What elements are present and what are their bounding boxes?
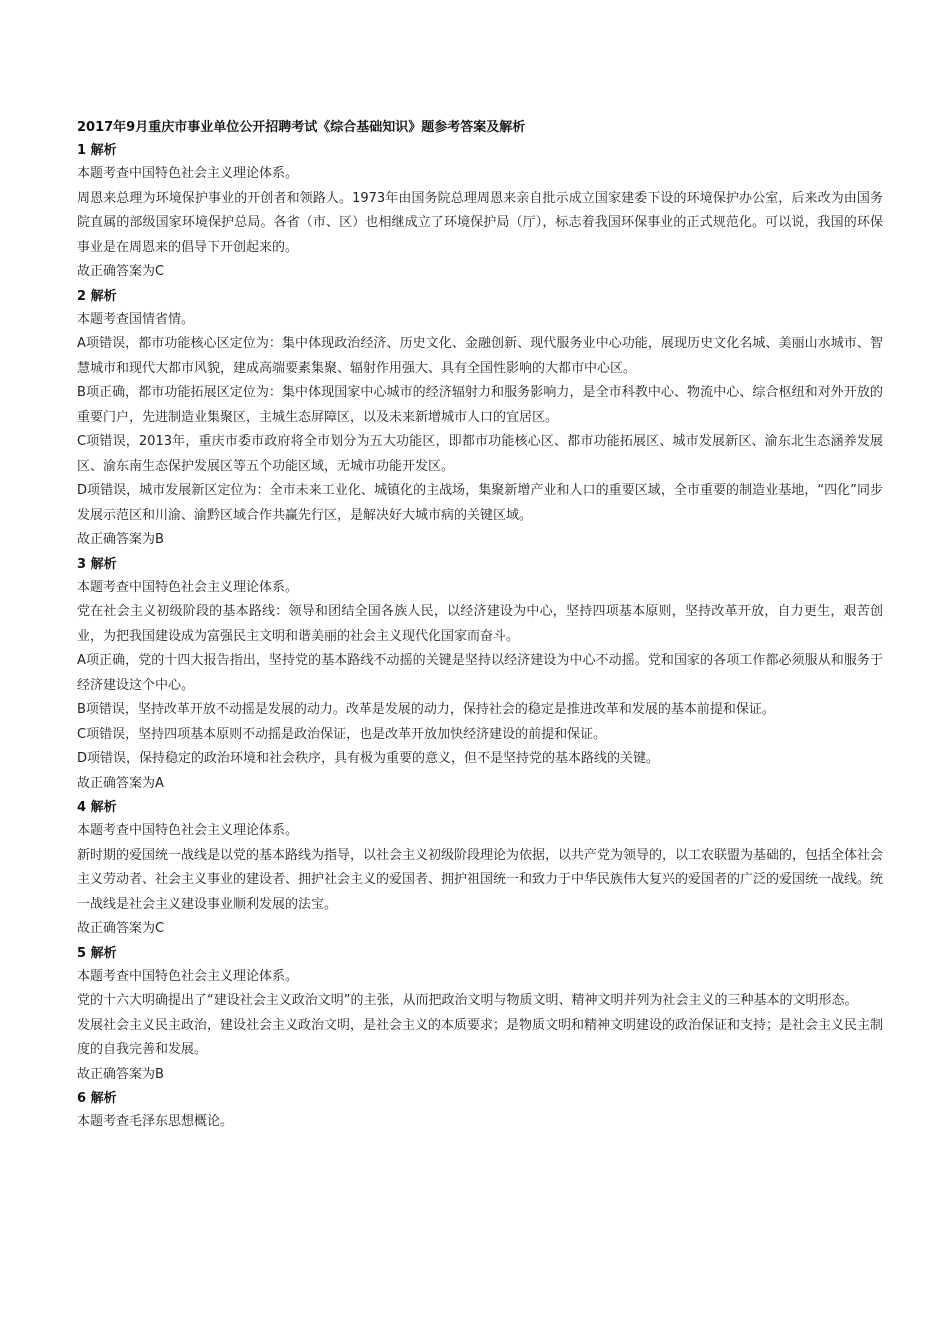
section-paragraph: 本题考查中国特色社会主义理论体系。 xyxy=(77,166,299,181)
answer-section xyxy=(77,796,883,942)
section-paragraph: 故正确答案为B xyxy=(77,532,164,547)
section-heading: 2 解析 xyxy=(77,288,117,304)
section-heading: 6 解析 xyxy=(77,1091,117,1106)
section-paragraph: 党在社会主义初级阶段的基本路线：领导和团结全国各族人民，以经济建设为中心，坚持四项基本原则，坚持改革开放，自力更生，艰苦创业，为把我国建设成为富强民主文明和谐美丽的社会主义现代化国家而奋斗。 xyxy=(77,604,883,644)
section-paragraph: A项正确，党的十四大报告指出，坚持党的基本路线不动摇的关键是坚持以经济建设为中心不动摇。党和国家的各项工作都必须服从和服务于经济建设这个中心。 xyxy=(77,653,883,693)
section-paragraph: 新时期的爱国统一战线是以党的基本路线为指导，以社会主义初级阶段理论为依据，以共产党为领导的，以工农联盟为基础的，包括全体社会主义劳动者、社会主义事业的建设者、拥护社会主义的爱国者、拥护祖国统一和致力于中华民族伟大复兴的爱国者的广泛的爱国统一战线。统一战线是社会主义建设事业顺利发展的法宝。 xyxy=(77,847,884,912)
document-title: 2017年9月重庆市事业单位公开招聘考试《综合基础知识》题参考答案及解析 xyxy=(77,120,526,135)
section-paragraph: A项错误，都市功能核心区定位为：集中体现政治经济、历史文化、金融创新、现代服务业中心功能，展现历史文化名城、美丽山水城市、智慧城市和现代大都市风貌，建成高端要素集聚、辐射作用强大、具有全国性影响的大都市中心区。 xyxy=(77,336,883,376)
document-page xyxy=(77,116,883,1135)
section-paragraph: 本题考查国情省情。 xyxy=(77,311,195,327)
section-paragraph: 周恩来总理为环境保护事业的开创者和领路人。1973年由国务院总理周恩来亲自批示成立国家建委下设的环境保护办公室，后来改为由国务院直属的部级国家环境保护总局。各省（市、区）也相继成立了环境保护局（厅），标志着我国环保事业的正式规范化。可以说，我国的环保事业是在周恩来的倡导下开创起来的。 xyxy=(77,190,883,255)
section-paragraph: 本题考查中国特色社会主义理论体系。 xyxy=(77,968,299,984)
section-heading: 5 解析 xyxy=(77,945,117,961)
section-paragraph: 故正确答案为C xyxy=(77,921,165,936)
section-paragraph: 本题考查毛泽东思想概论。 xyxy=(77,1114,234,1129)
section-paragraph: B项正确，都市功能拓展区定位为：集中体现国家中心城市的经济辐射力和服务影响力，是全市科教中心、物流中心、综合枢纽和对外开放的重要门户，先进制造业集聚区，主城生态屏障区，以及未来新增城市人口的宜居区。 xyxy=(77,385,883,425)
section-paragraph: 发展社会主义民主政治，建设社会主义政治文明，是社会主义的本质要求；是物质文明和精神文明建设的政治保证和支持；是社会主义民主制度的自我完善和发展。 xyxy=(77,1017,884,1057)
section-paragraph: 本题考查中国特色社会主义理论体系。 xyxy=(77,823,299,838)
answer-section xyxy=(77,285,883,553)
section-paragraph: 故正确答案为C xyxy=(77,264,165,279)
answer-section xyxy=(77,1087,883,1135)
sections-container xyxy=(77,139,883,1135)
section-paragraph: C项错误，2013年，重庆市委市政府将全市划分为五大功能区，即都市功能核心区、都市功能拓展区、城市发展新区、渝东北生态涵养发展区、渝东南生态保护发展区等五个功能区域，无城市功能开发区。 xyxy=(77,434,883,474)
section-paragraph: D项错误，城市发展新区定位为：全市未来工业化、城镇化的主战场，集聚新增产业和人口的重要区域，全市重要的制造业基地，“四化”同步发展示范区和川渝、渝黔区域合作共赢先行区，是解决好大城市病的关键区域。 xyxy=(77,483,883,523)
section-heading: 1 解析 xyxy=(77,143,117,158)
section-paragraph: C项错误，坚持四项基本原则不动摇是政治保证，也是改革开放加快经济建设的前提和保证。 xyxy=(77,726,607,742)
section-heading: 4 解析 xyxy=(77,800,117,815)
section-paragraph: 党的十六大明确提出了“建设社会主义政治文明”的主张，从而把政治文明与物质文明、精神文明并列为社会主义的三种基本的文明形态。 xyxy=(77,993,858,1008)
section-paragraph: D项错误，保持稳定的政治环境和社会秩序，具有极为重要的意义，但不是坚持党的基本路线的关键。 xyxy=(77,751,660,766)
answer-section xyxy=(77,942,883,1088)
section-heading: 3 解析 xyxy=(77,556,117,572)
answer-section xyxy=(77,553,883,797)
section-paragraph: 故正确答案为B xyxy=(77,1066,164,1082)
section-paragraph: B项错误，坚持改革开放不动摇是发展的动力。改革是发展的动力，保持社会的稳定是推进改革和发展的基本前提和保证。 xyxy=(77,702,775,717)
answer-section xyxy=(77,139,883,285)
section-paragraph: 本题考查中国特色社会主义理论体系。 xyxy=(77,579,299,595)
section-paragraph: 故正确答案为A xyxy=(77,775,164,791)
